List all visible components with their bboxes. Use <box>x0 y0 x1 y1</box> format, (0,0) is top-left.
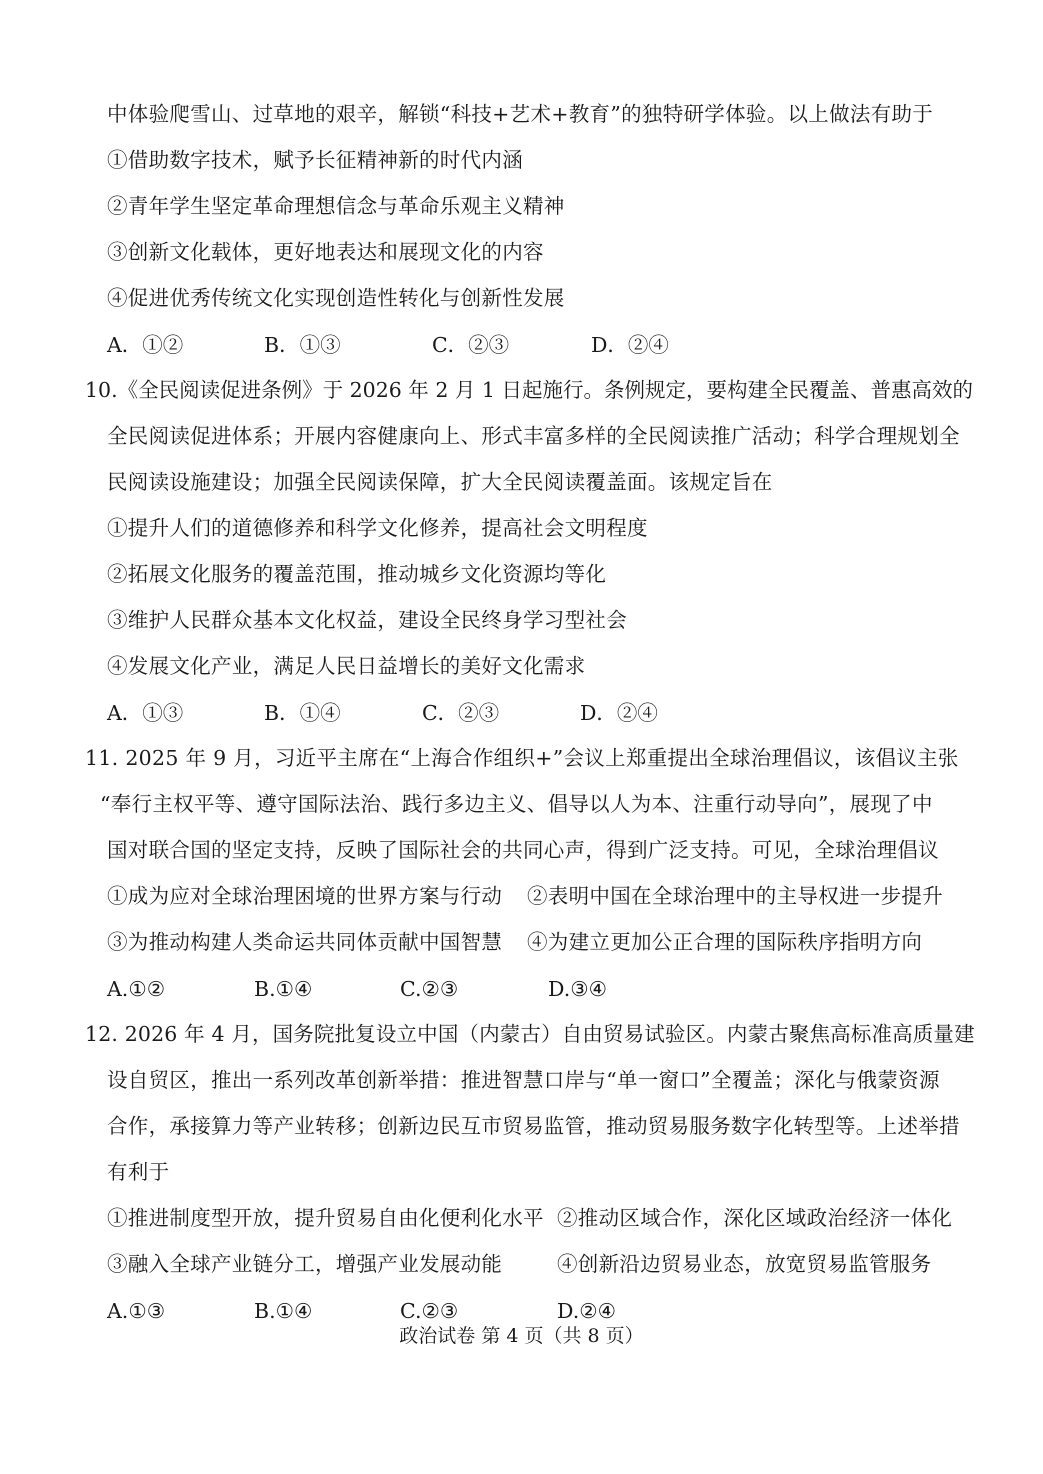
q10-statement-4: ④发展文化产业，满足人民日益增长的美好文化需求 <box>107 654 586 678</box>
q9-statement-3: ③创新文化载体，更好地表达和展现文化的内容 <box>107 240 544 264</box>
q12-statement-4: ④创新沿边贸易业态，放宽贸易监管服务 <box>557 1252 932 1276</box>
q11-statement-2: ②表明中国在全球治理中的主导权进一步提升 <box>527 884 943 908</box>
q11-statement-1: ①成为应对全球治理困境的世界方案与行动 <box>107 884 503 908</box>
q10-statement-2: ②拓展文化服务的覆盖范围，推动城乡文化资源均等化 <box>107 562 607 586</box>
q11-statement-4: ④为建立更加公正合理的国际秩序指明方向 <box>527 930 923 954</box>
q12-statement-1: ①推进制度型开放，提升贸易自由化便利化水平 <box>107 1206 544 1230</box>
q11-option-c: C.②③ <box>400 977 459 1001</box>
q12-option-a: A.①③ <box>107 1299 166 1323</box>
q10-statement-1: ①提升人们的道德修养和科学文化修养，提高社会文明程度 <box>107 516 648 540</box>
q12-option-b: B.①④ <box>254 1299 313 1323</box>
q10-option-b: B．①④ <box>264 701 341 725</box>
q12-stem-line-4: 有利于 <box>107 1160 170 1184</box>
page-footer: 政治试卷 第 4 页（共 8 页） <box>399 1325 644 1347</box>
q9-statement-1: ①借助数字技术，赋予长征精神新的时代内涵 <box>107 148 523 172</box>
q10-stem-line-3: 民阅读设施建设；加强全民阅读保障，扩大全民阅读覆盖面。该规定旨在 <box>107 470 773 494</box>
q9-option-c: C．②③ <box>432 333 510 357</box>
q11-stem-line-3: 国对联合国的坚定支持，反映了国际社会的共同心声，得到广泛支持。可见，全球治理倡议 <box>107 838 939 862</box>
q11-stem-line-1: 11. 2025 年 9 月，习近平主席在“上海合作组织+”会议上郑重提出全球治理倡议，该倡议主张 <box>85 746 959 770</box>
q12-option-c: C.②③ <box>400 1299 459 1323</box>
q12-stem-line-1: 12. 2026 年 4 月，国务院批复设立中国（内蒙古）自由贸易试验区。内蒙古聚焦高标准高质量建 <box>85 1022 975 1046</box>
q11-stem-line-2: “奉行主权平等、遵守国际法治、践行多边主义、倡导以人为本、注重行动导向”，展现了中 <box>100 792 933 816</box>
q12-statement-2: ②推动区域合作，深化区域政治经济一体化 <box>557 1206 953 1230</box>
q9-statement-2: ②青年学生坚定革命理想信念与革命乐观主义精神 <box>107 194 565 218</box>
q11-option-a: A.①② <box>107 977 166 1001</box>
q10-stem-line-1: 10.《全民阅读促进条例》于 2026 年 2 月 1 日起施行。条例规定，要构建全民覆盖、普惠高效的 <box>85 378 973 402</box>
q12-statement-3: ③融入全球产业链分工，增强产业发展动能 <box>107 1252 503 1276</box>
q9-stem-tail: 中体验爬雪山、过草地的艰辛，解锁“科技+艺术+教育”的独特研学体验。以上做法有助于 <box>107 102 934 126</box>
q12-stem-line-2: 设自贸区，推出一系列改革创新举措：推进智慧口岸与“单一窗口”全覆盖；深化与俄蒙资源 <box>107 1068 940 1092</box>
q10-option-a: A．①③ <box>107 701 184 725</box>
q9-option-d: D．②④ <box>591 333 669 357</box>
q9-option-a: A．①② <box>107 333 184 357</box>
q11-statement-3: ③为推动构建人类命运共同体贡献中国智慧 <box>107 930 503 954</box>
q9-statement-4: ④促进优秀传统文化实现创造性转化与创新性发展 <box>107 286 565 310</box>
q10-stem-line-2: 全民阅读促进体系；开展内容健康向上、形式丰富多样的全民阅读推广活动；科学合理规划全 <box>107 424 960 448</box>
q11-option-d: D.③④ <box>548 977 607 1001</box>
q12-option-d: D.②④ <box>557 1299 616 1323</box>
q12-stem-line-3: 合作，承接算力等产业转移；创新边民互市贸易监管，推动贸易服务数字化转型等。上述举措 <box>107 1114 960 1138</box>
q11-option-b: B.①④ <box>254 977 313 1001</box>
q10-option-c: C．②③ <box>422 701 500 725</box>
q9-option-b: B．①③ <box>264 333 341 357</box>
q10-option-d: D．②④ <box>580 701 658 725</box>
q10-statement-3: ③维护人民群众基本文化权益，建设全民终身学习型社会 <box>107 608 627 632</box>
